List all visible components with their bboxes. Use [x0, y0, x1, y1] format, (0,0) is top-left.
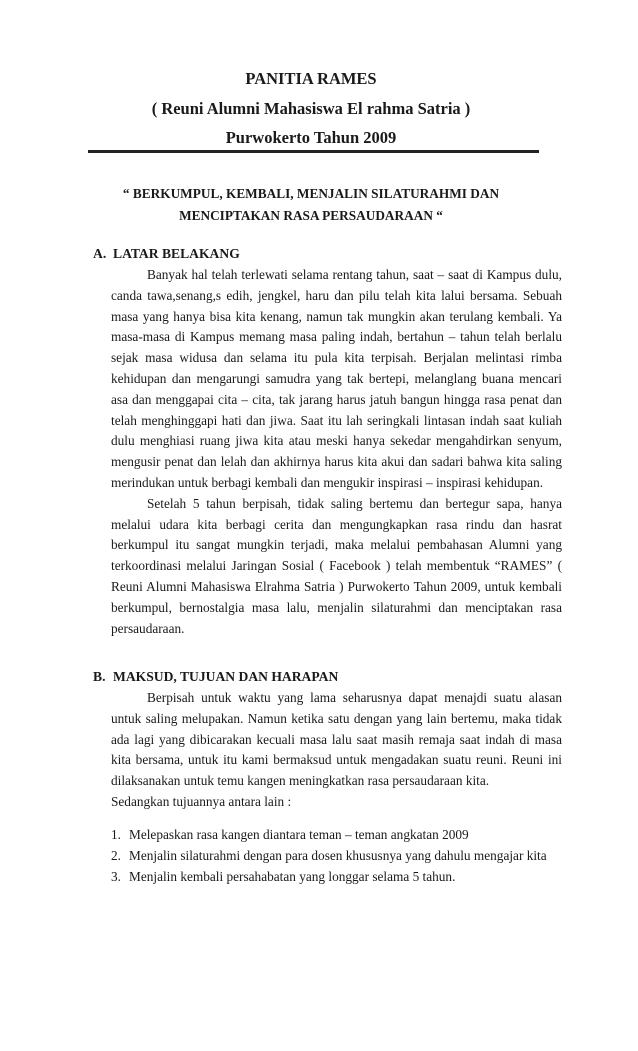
section-b-title: MAKSUD, TUJUAN DAN HARAPAN [113, 669, 339, 684]
goals-list [111, 825, 562, 887]
document-subtitle: ( Reuni Alumni Mahasiswa El rahma Satria ) [151, 99, 471, 118]
list-item [111, 825, 562, 846]
section-a-title: LATAR BELAKANG [113, 246, 240, 261]
list-item-text: Menjalin silaturahmi dengan para dosen khususnya yang dahulu mengajar kita [129, 847, 547, 863]
header-divider [88, 150, 539, 153]
section-b-letter: B. [93, 669, 106, 684]
list-item [111, 846, 562, 867]
motto-line-1: “ BERKUMPUL, KEMBALI, MENJALIN SILATURAHMI DAN [122, 186, 500, 201]
list-item [111, 867, 562, 888]
section-a-paragraph-1: Banyak hal telah terlewati selama rentang tahun, saat – saat di Kampus dulu, canda tawa,senang,s edih, jengkel, haru dan pilu telah kita lalui bersama. Sebuah masa yang hanya bisa kita kenang, namun tak mungkin akan terulang kembali. Ya masa-masa di Kampus memang masa paling indah, bertahun – tahun telah berlalu sejak masa widusa dan selama itu pula kita terpisah. Berjalan melintasi rimba kehidupan dan mengarungi samudra yang tak bertepi, melanglang buana mencari asa dan menggapai cita – cita, tak jarang harus jatuh bangun hingga rasa penat dan telah menghinggapi hati dan jiwa. Saat itu lah seringkali lintasan indah saat kuliah dulu menghiasi ruang jiwa kita atau meski hanya sekedar mengahdirkan senyum, mengusir penat dan lelah dan akhirnya harus kita akui dan sadari bahwa kita saling merindukan untuk berbagi kembali dan mengukir inspirasi – inspirasi kehidupan. [111, 267, 562, 490]
list-item-number: 3. [111, 868, 121, 884]
section-b-paragraph-1: Berpisah untuk waktu yang lama seharusnya dapat menajdi suatu alasan untuk saling melupakan. Namun ketika satu dengan yang lain bertemu, maka tidak ada lagi yang dibicarakan kecuali masa lalu saat masih remaja saat indah di masa kita bersama, untuk itu kami bermaksud untuk mengadakan suatu reuni. Reuni ini dilaksanakan untuk temu kangen meningkatkan rasa persaudaraan kita. [111, 690, 562, 789]
document-title: PANITIA RAMES [245, 69, 377, 88]
document-place-year: Purwokerto Tahun 2009 [225, 128, 397, 147]
list-item-text: Melepaskan rasa kangen diantara teman – teman angkatan 2009 [129, 827, 469, 842]
section-a-heading [93, 245, 240, 263]
section-b-body [111, 688, 562, 813]
section-a-body [111, 265, 562, 639]
list-item-text: Menjalin kembali persahabatan yang longgar selama 5 tahun. [129, 868, 456, 884]
section-b-intro: Sedangkan tujuannya antara lain : [111, 793, 292, 809]
section-a-paragraph-2: Setelah 5 tahun berpisah, tidak saling bertemu dan bertegur sapa, hanya melalui udara kita berbagi cerita dan mengungkapkan rasa rindu dan hasrat berkumpul itu sangat mungkin terjadi, maka melalui pembahasan Alumni yang terkoordinasi melalui Jaringan Sosial ( Facebook ) telah membentuk “RAMES” ( Reuni Alumni Mahasiswa Elrahma Satria ) Purwokerto Tahun 2009, untuk kembali berkumpul, bernostalgia masa lalu, menjalin silaturahmi dan menciptakan rasa persaudaraan. [111, 495, 562, 636]
list-item-number: 2. [111, 847, 121, 863]
motto-line-2: MENCIPTAKAN RASA PERSAUDARAAN “ [179, 208, 443, 223]
section-b-heading [93, 668, 338, 686]
section-a-letter: A. [93, 246, 107, 261]
list-item-number: 1. [111, 827, 121, 842]
